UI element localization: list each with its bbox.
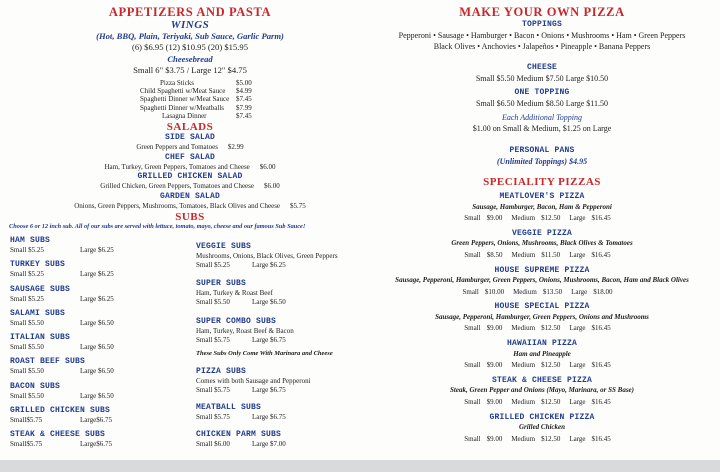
- sub-name: TURKEY SUBS: [10, 260, 66, 270]
- price-medium: $13.50: [542, 287, 563, 296]
- sub-desc: Ham, Turkey, Roast Beef & Bacon: [196, 327, 294, 335]
- pasta-item-price: $7.45: [236, 95, 252, 104]
- sub-large-price: Large $6.25: [252, 261, 286, 269]
- sub-large-price: Large $6.50: [252, 298, 286, 306]
- pizza-name: HOUSE SPECIAL PIZZA: [494, 302, 590, 312]
- pizza-desc: Green Peppers, Onions, Mushrooms, Black Olives & Tomatoes: [451, 239, 633, 248]
- make-your-own-title: MAKE YOUR OWN PIZZA: [459, 5, 625, 19]
- size-small-label: Small: [462, 287, 479, 296]
- pasta-list: [140, 79, 260, 120]
- sub-desc: Mushrooms, Onions, Black Olives, Green Peppers: [196, 252, 338, 260]
- price-small: $10.00: [484, 287, 505, 296]
- sub-small-price: Small$5.75: [10, 416, 43, 425]
- marinara-note: These Subs Only Come With Marinara and Cheese: [196, 350, 333, 357]
- personal-pans-title: PERSONAL PANS: [509, 146, 575, 155]
- sub-item: [10, 406, 190, 430]
- pizza-desc: Steak, Green Pepper and Onions (Mayo, Marinara, or SS Base): [450, 386, 634, 395]
- pizza-prices: [464, 251, 619, 259]
- pizza-desc: Sausage, Pepperoni, Hamburger, Green Peppers, Onions and Mushrooms: [435, 312, 649, 321]
- specialty-pizza: [360, 229, 720, 266]
- sub-item: [10, 430, 190, 454]
- salad-desc: Grilled Chicken, Green Peppers, Tomatoes and Cheese: [100, 182, 254, 190]
- size-large-label: Large: [569, 250, 586, 259]
- sub-name: HAM SUBS: [10, 236, 51, 245]
- pizza-desc: Grilled Chicken: [518, 423, 566, 432]
- wings-flavors: (Hot, BBQ, Plain, Teriyaki, Sub Sauce, Garlic Parm): [96, 31, 284, 41]
- sub-large-price: Large $6.25: [80, 246, 114, 254]
- price-small: $9.00: [486, 324, 503, 333]
- pasta-item: [140, 104, 260, 112]
- price-medium: $12.50: [541, 214, 561, 222]
- sub-small-price: Small $5.50: [196, 298, 230, 306]
- pasta-item-price: $4.99: [236, 87, 252, 96]
- sub-small-price: Small $5.50: [10, 391, 44, 400]
- specialty-pizza: [360, 413, 720, 450]
- sub-small-price: Small $5.50: [10, 318, 44, 327]
- price-medium: $12.50: [541, 361, 561, 370]
- price-small: $8.50: [486, 250, 503, 259]
- size-medium-label: Medium: [511, 397, 536, 406]
- sub-desc: Comes with both Sausage and Pepperoni: [196, 377, 311, 385]
- sub-large-price: Large $6.75: [252, 336, 286, 344]
- cheese-title: CHEESE: [526, 63, 558, 72]
- sub-small-price: Small $5.25: [10, 246, 44, 254]
- toppings-line-2: Black Olives • Anchovies • Jalapeños • Pineapple • Banana Peppers: [433, 42, 651, 51]
- price-large: $16.45: [591, 324, 611, 333]
- salad-name: CHEF SALAD: [164, 152, 216, 162]
- salad-desc: Onions, Green Peppers, Mushrooms, Tomatoes, Black Olives and Cheese: [74, 201, 281, 210]
- sub-large-price: Large $6.25: [80, 270, 114, 279]
- specialty-pizza: [360, 192, 720, 229]
- pizza-name: STEAK & CHEESE PIZZA: [491, 375, 593, 385]
- sub-small-price: Small $5.75: [196, 413, 230, 421]
- cheese-prices: Small $5.50 Medium $7.50 Large $10.50: [475, 74, 609, 83]
- price-small: $9.00: [486, 434, 503, 443]
- subs-column-1: [10, 236, 190, 455]
- sub-name: VEGGIE SUBS: [196, 242, 252, 251]
- size-small-label: Small: [464, 214, 481, 222]
- cheesebread-prices: Small 6" $3.75 / Large 12" $4.75: [133, 65, 247, 75]
- size-small-label: Small: [464, 250, 481, 259]
- size-medium-label: Medium: [511, 434, 536, 443]
- price-medium: $11.50: [541, 250, 561, 259]
- pasta-item-name: Spaghetti Dinner w/Meat Sauce: [140, 95, 230, 104]
- pasta-item-name: Child Spaghetti w/Meat Sauce: [140, 87, 226, 96]
- pasta-item-name: Spaghetti Dinner w/Meatballs: [140, 103, 224, 112]
- salad-item: [0, 172, 380, 192]
- specialty-list: [360, 192, 720, 450]
- additional-topping-prices: $1.00 on Small & Medium, $1.25 on Large: [472, 124, 612, 133]
- pasta-item: [140, 87, 260, 95]
- sub-small-price: Small $5.25: [196, 261, 230, 269]
- size-small-label: Small: [464, 324, 481, 333]
- sub-item: [10, 309, 190, 333]
- salad-price: $5.75: [290, 201, 306, 210]
- sub-item: [10, 357, 190, 381]
- pasta-item-price: $7.99: [236, 103, 252, 112]
- price-large: $16.45: [591, 250, 611, 259]
- sub-large-price: Large $7.00: [252, 440, 286, 448]
- pizza-name: MEATLOVER'S PIZZA: [499, 192, 585, 201]
- wings-title: WINGS: [170, 19, 210, 31]
- salad-desc-line: [74, 202, 306, 210]
- sub-name: ROAST BEEF SUBS: [10, 357, 86, 367]
- price-small: $9.00: [486, 397, 503, 406]
- pizza-desc: Sausage, Hamburger, Bacon, Ham & Pepperoni: [472, 202, 612, 211]
- pizza-prices: [464, 361, 620, 369]
- specialty-pizza: [360, 302, 720, 339]
- salad-price: $2.99: [227, 143, 244, 151]
- sub-small-price: Small $6.00: [196, 440, 230, 448]
- toppings-line-1: Pepperoni • Sausage • Hamburger • Bacon • Onions • Mushrooms • Ham • Green Peppers: [398, 31, 686, 40]
- sub-name: SUPER COMBO SUBS: [196, 317, 277, 326]
- price-large: $18.00: [593, 287, 613, 296]
- size-large-label: Large: [569, 397, 586, 406]
- sub-name: BACON SUBS: [10, 381, 61, 391]
- price-medium: $12.50: [541, 434, 561, 443]
- cheesebread-title: Cheesebread: [167, 54, 213, 64]
- size-medium-label: Medium: [513, 287, 537, 296]
- salad-item: [0, 192, 380, 212]
- sub-name: SUPER SUBS: [196, 279, 247, 288]
- salad-price: $6.00: [263, 182, 280, 190]
- sub-large-price: Large $6.75: [252, 386, 286, 394]
- size-small-label: Small: [464, 361, 481, 370]
- salad-name: SIDE SALAD: [164, 133, 216, 142]
- size-large-label: Large: [571, 287, 588, 296]
- size-medium-label: Medium: [511, 361, 536, 370]
- pasta-item-name: Lasagna Dinner: [162, 111, 207, 120]
- pizza-name: HAWAIIAN PIZZA: [506, 339, 578, 349]
- specialty-title: SPECIALITY PIZZAS: [483, 176, 601, 188]
- size-medium-label: Medium: [511, 324, 536, 333]
- pizza-desc: Ham and Pineapple: [513, 349, 571, 358]
- personal-pans-desc: (Unlimited Toppings) $4.95: [496, 157, 588, 166]
- price-large: $16.45: [591, 397, 611, 406]
- size-medium-label: Medium: [511, 250, 536, 259]
- sub-name: SALAMI SUBS: [10, 308, 66, 318]
- price-medium: $12.50: [541, 397, 561, 406]
- price-small: $9.00: [486, 214, 503, 222]
- pasta-item: [140, 95, 260, 103]
- sub-name: PIZZA SUBS: [196, 367, 247, 376]
- sub-large-price: Large $6.50: [80, 391, 114, 400]
- sub-large-price: Large $6.50: [80, 318, 114, 327]
- salad-desc-line: [136, 143, 243, 151]
- salad-desc-line: [104, 163, 275, 171]
- salad-name: GRILLED CHICKEN SALAD: [137, 172, 243, 181]
- salads-list: [0, 133, 380, 211]
- pasta-item: [140, 112, 260, 120]
- price-large: $16.45: [591, 214, 611, 222]
- sub-name: GRILLED CHICKEN SUBS: [10, 406, 111, 416]
- size-large-label: Large: [569, 324, 586, 333]
- appetizers-title: APPETIZERS AND PASTA: [108, 5, 272, 19]
- pasta-item-price: $7.45: [236, 111, 252, 120]
- sub-item: [10, 236, 190, 260]
- salad-name: GARDEN SALAD: [159, 191, 221, 201]
- wings-prices: (6) $6.95 (12) $10.95 (20) $15.95: [132, 42, 248, 52]
- one-topping-prices: Small $6.50 Medium $8.50 Large $11.50: [476, 99, 608, 108]
- sub-name: STEAK & CHEESE SUBS: [10, 430, 106, 440]
- pizza-prices: [462, 288, 621, 296]
- sub-large-price: Large $6.50: [80, 367, 114, 376]
- price-large: $16.45: [591, 361, 611, 370]
- price-large: $16.45: [591, 434, 611, 443]
- toppings-title: TOPPINGS: [521, 20, 563, 29]
- sub-item: [10, 333, 190, 357]
- price-medium: $12.50: [541, 324, 561, 333]
- salads-title: SALADS: [166, 121, 214, 133]
- pizza-prices: [464, 324, 620, 332]
- salad-price: $6.00: [259, 162, 276, 171]
- sub-small-price: Small $5.50: [10, 367, 44, 376]
- pizza-desc: Sausage, Pepperoni, Hamburger, Green Peppers, Onions, Mushrooms, Bacon, Ham and Black Olives: [395, 276, 689, 285]
- sub-name: SAUSAGE SUBS: [10, 284, 71, 294]
- sub-small-price: Small$5.75: [10, 440, 43, 449]
- sub-small-price: Small $5.75: [196, 336, 230, 344]
- specialty-pizza: [360, 339, 720, 376]
- pasta-item-name: Pizza Sticks: [160, 79, 195, 87]
- salad-item: [0, 133, 380, 153]
- sub-small-price: Small $5.50: [10, 343, 44, 352]
- sub-item: [10, 382, 190, 406]
- sub-large-price: Large$6.75: [80, 440, 112, 449]
- sub-name: ITALIAN SUBS: [10, 333, 71, 343]
- size-large-label: Large: [569, 361, 586, 370]
- sub-small-price: Small $5.25: [10, 294, 44, 303]
- additional-topping-title: Each Additional Topping: [501, 113, 583, 122]
- subs-note: Choose 6 or 12 inch sub. All of our subs are served with lettuce, tomato, mayo, cheese and our famous Sub Sauce!: [9, 223, 306, 230]
- sub-large-price: Large $6.50: [80, 343, 114, 352]
- sub-item: [10, 260, 190, 284]
- subs-title: SUBS: [175, 211, 205, 223]
- salad-item: [0, 153, 380, 173]
- sub-large-price: Large $6.25: [80, 294, 114, 303]
- sub-large-price: Large$6.75: [80, 416, 112, 425]
- size-small-label: Small: [464, 397, 481, 406]
- specialty-pizza: [360, 376, 720, 413]
- sub-name: MEATBALL SUBS: [196, 403, 262, 412]
- pizza-prices: [464, 435, 620, 443]
- pasta-item: [140, 79, 260, 87]
- size-large-label: Large: [569, 434, 586, 443]
- pizza-prices: [464, 398, 620, 406]
- size-small-label: Small: [464, 434, 481, 443]
- sub-desc: Ham, Turkey & Roast Beef: [196, 289, 273, 297]
- salad-desc-line: [100, 182, 279, 190]
- pizza-name: VEGGIE PIZZA: [511, 228, 573, 238]
- pizza-prices: [464, 214, 620, 222]
- specialty-pizza: [360, 266, 720, 303]
- sub-item: [10, 285, 190, 309]
- size-medium-label: Medium: [511, 214, 536, 222]
- sub-name: CHICKEN PARM SUBS: [196, 430, 282, 439]
- size-large-label: Large: [569, 214, 586, 222]
- sub-small-price: Small $5.75: [196, 386, 230, 394]
- pizza-name: HOUSE SUPREME PIZZA: [494, 265, 590, 275]
- salad-desc: Ham, Turkey, Green Peppers, Tomatoes and Cheese: [104, 162, 250, 171]
- sub-small-price: Small $5.25: [10, 270, 44, 279]
- price-small: $9.00: [486, 361, 503, 370]
- pizza-name: GRILLED CHICKEN PIZZA: [489, 412, 595, 422]
- sub-large-price: Large $6.75: [252, 413, 286, 421]
- one-topping-title: ONE TOPPING: [514, 88, 570, 97]
- pasta-item-price: $5.00: [236, 79, 252, 87]
- salad-desc: Green Peppers and Tomatoes: [136, 143, 218, 151]
